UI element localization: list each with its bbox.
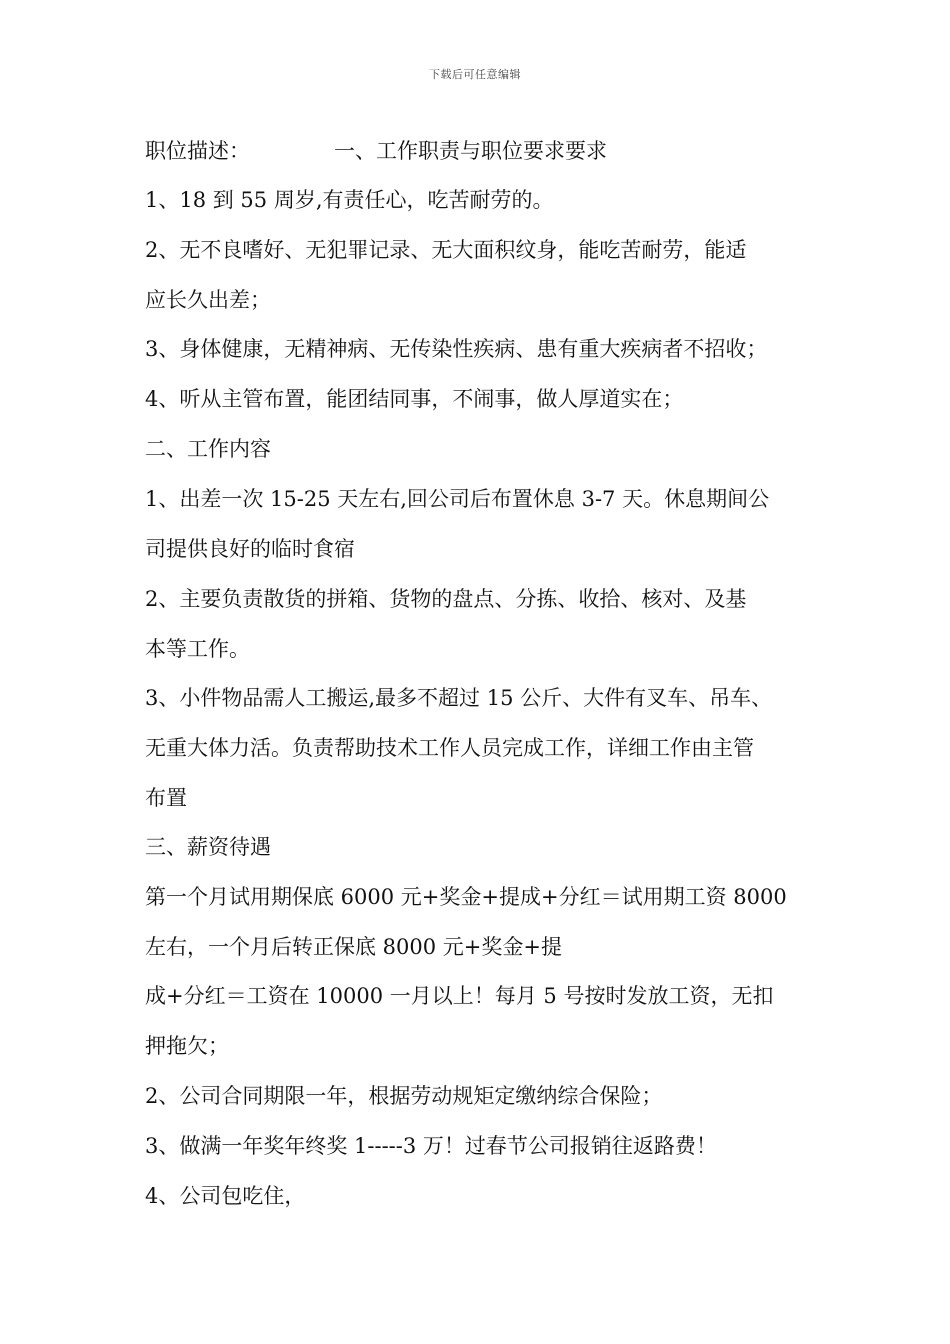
body-line: 左右，一个月后转正保底 8000 元+奖金+提 [145,935,562,959]
body-line: 应长久出差； [145,288,271,312]
body-line: 司提供良好的临时食宿 [145,537,355,561]
body-line: 3、做满一年奖年终奖 1-----3 万！过春节公司报销往返路费！ [145,1134,717,1158]
page-header: 下载后可任意编辑 [429,68,521,81]
body-line: 第一个月试用期保底 6000 元+奖金+提成+分红＝试用期工资 8000 [145,885,787,909]
body-line: 4、公司包吃住， [145,1184,306,1208]
body-line: 押拖欠； [145,1034,229,1058]
body-line: 1、出差一次 15-25 天左右,回公司后布置休息 3-7 天。休息期间公 [145,487,770,511]
body-line: 3、身体健康，无精神病、无传染性疾病、患有重大疾病者不招收； [145,337,768,361]
body-line: 本等工作。 [145,637,250,661]
section-heading: 一、工作职责与职位要求要求 [334,139,607,163]
body-line: 4、听从主管布置，能团结同事，不闹事，做人厚道实在； [145,387,684,411]
body-line: 3、小件物品需人工搬运,最多不超过 15 公斤、大件有叉车、吊车、 [145,686,773,710]
body-line: 1、18 到 55 周岁,有责任心，吃苦耐劳的。 [145,188,554,212]
body-line: 2、无不良嗜好、无犯罪记录、无大面积纹身，能吃苦耐劳，能适 [145,238,747,262]
position-label: 职位描述： [145,139,250,163]
section-heading: 三、薪资待遇 [145,835,271,859]
body-line: 2、主要负责散货的拼箱、货物的盘点、分拣、收拾、核对、及基 [145,587,747,611]
body-line: 2、公司合同期限一年，根据劳动规矩定缴纳综合保险； [145,1084,663,1108]
body-line: 无重大体力活。负责帮助技术工作人员完成工作，详细工作由主管 [145,736,754,760]
section-heading: 二、工作内容 [145,437,271,461]
body-line: 布置 [145,786,187,810]
body-line: 成+分红＝工资在 10000 一月以上！每月 5 号按时发放工资，无扣 [145,984,774,1008]
title-line [145,136,607,166]
